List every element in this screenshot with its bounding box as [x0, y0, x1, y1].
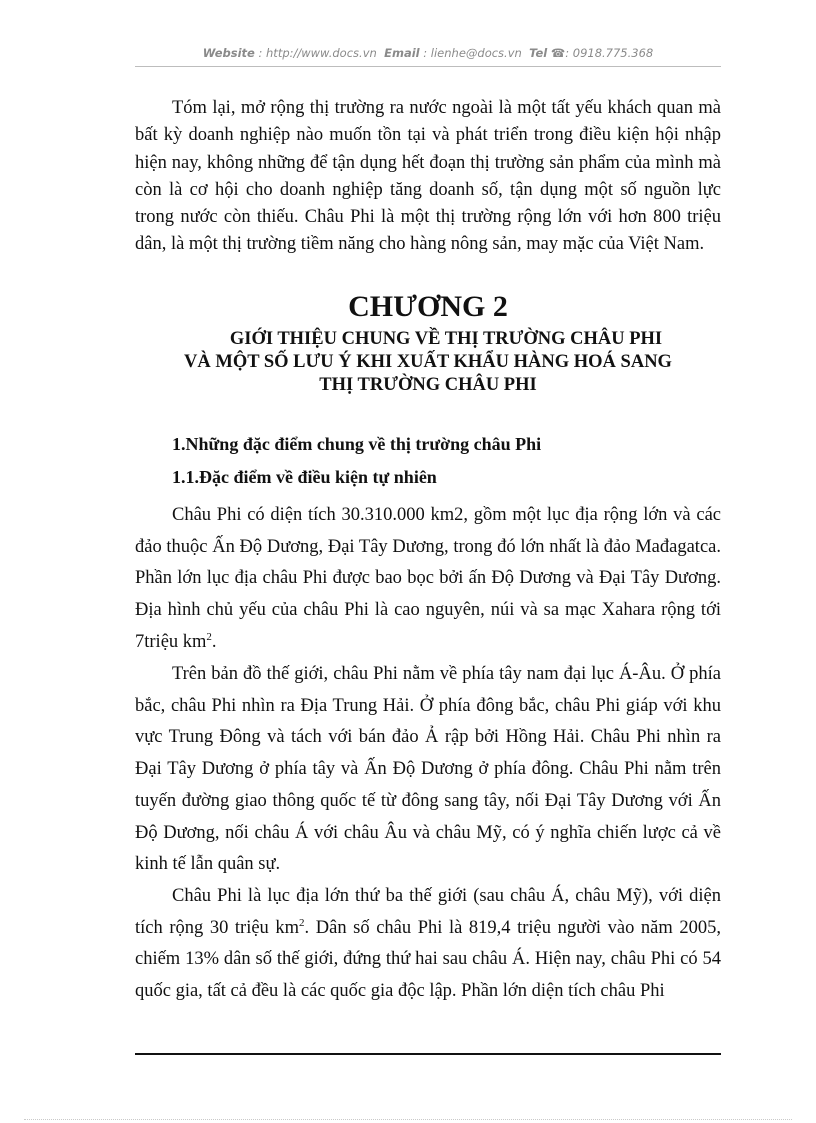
paragraph-text-end: .	[211, 631, 217, 652]
website-label: Website	[202, 46, 255, 60]
paragraph-natural-conditions	[135, 500, 721, 659]
tel-label: Tel	[529, 46, 548, 60]
email-link[interactable]: lienhe@docs.vn	[430, 46, 522, 60]
page-header	[135, 46, 721, 67]
superscript: 2	[299, 916, 305, 929]
paragraph-text: Châu Phi là lục địa lớn thứ ba thế giới (sau châu Á, châu Mỹ), với diện tích rộng 30 triệu km	[135, 886, 721, 938]
paragraph-geography: Trên bản đồ thế giới, châu Phi nằm về phía tây nam đại lục Á-Âu. Ở phía bắc, châu Phi nhìn ra Địa Trung Hải. Ở phía đông bắc, châu Phi giáp với khu vực Trung Đông và tách với bán đảo Ả rập bởi Hồng Hải. Châu Phi nhìn ra Đại Tây Dương ở phía tây và Ấn Độ Dương ở phía đông. Châu Phi nằm trên tuyến đường giao thông quốc tế từ đông sang tây, nối Đại Tây Dương với Ấn Độ Dương, nối châu Á với châu Âu và châu Mỹ, có ý nghĩa chiến lược cả về kinh tế lẫn quân sự.	[135, 664, 721, 875]
section-heading-1: 1.Những đặc điểm chung về thị trường châu Phi	[172, 434, 542, 454]
page-bottom-dotted-border	[24, 1119, 792, 1120]
chapter-subtitle-line-3: THỊ TRƯỜNG CHÂU PHI	[319, 375, 537, 395]
footer-rule	[135, 1053, 721, 1055]
email-separator: :	[419, 46, 431, 60]
chapter-title: CHƯƠNG 2	[348, 290, 508, 323]
superscript: 2	[206, 630, 212, 643]
tel-value: : 0918.775.368	[565, 46, 654, 60]
chapter-subtitle	[135, 328, 721, 397]
paragraph-text: Châu Phi có diện tích 30.310.000 km2, gồm một lục địa rộng lớn và các đảo thuộc Ấn Độ Dương, Đại Tây Dương, trong đó lớn nhất là đảo Mađagatca. Phần lớn lục địa châu Phi được bao bọc bởi ấn Độ Dương và Đại Tây Dương. Địa hình chủ yếu của châu Phi là cao nguyên, núi và sa mạc Xahara rộng tới 7triệu km	[135, 505, 721, 652]
paragraph-population	[135, 881, 721, 1008]
website-separator: :	[254, 46, 267, 60]
chapter-subtitle-line-1: GIỚI THIỆU CHUNG VỀ THỊ TRƯỜNG CHÂU PHI	[229, 329, 663, 349]
intro-paragraph: Tóm lại, mở rộng thị trường ra nước ngoài là một tất yếu khách quan mà bất kỳ doanh nghiệp nào muốn tồn tại và phát triển trong điều kiện hội nhập hiện nay, không những để tận dụng hết đoạn thị trường sản phẩm của mình mà còn là cơ hội cho doanh nghiệp tăng doanh số, tận dụng một số nguồn lực trong nước còn thiếu. Châu Phi là một thị trường rộng lớn với hơn 800 triệu dân, là một thị trường tiềm năng cho hàng nông sản, may mặc của Việt Nam.	[135, 98, 721, 255]
phone-icon: ☎	[550, 46, 566, 60]
paragraph-text-end: . Dân số châu Phi là 819,4 triệu người vào năm 2005, chiếm 13% dân số thế giới, đứng thứ hai sau châu Á. Hiện nay, châu Phi có 54 quốc gia, tất cả đều là các quốc gia độc lập. Phần lớn diện tích châu Phi	[135, 917, 721, 1002]
website-link[interactable]: http://www.docs.vn	[266, 46, 377, 60]
section-heading-1-1: 1.1.Đặc điểm về điều kiện tự nhiên	[172, 467, 437, 487]
chapter-subtitle-line-2: VÀ MỘT SỐ LƯU Ý KHI XUẤT KHẨU HÀNG HOÁ SANG	[184, 352, 672, 372]
email-label: Email	[384, 46, 420, 60]
